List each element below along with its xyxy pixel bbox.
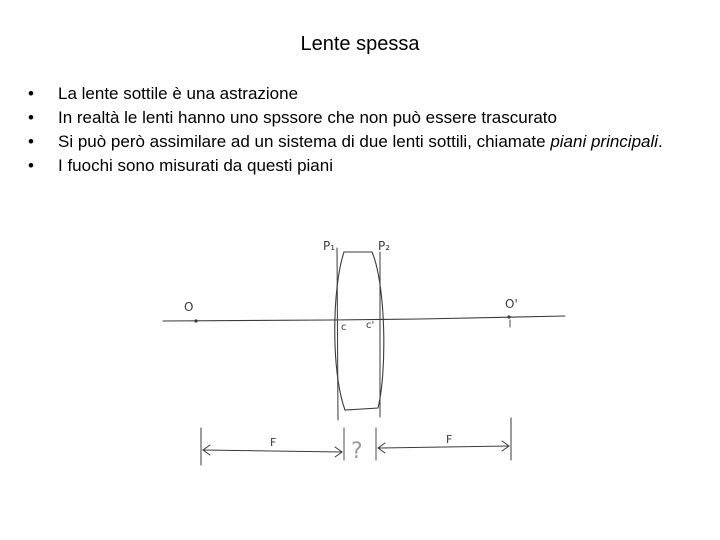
bullet-mark: •: [28, 156, 34, 175]
focal-length-arrow-right: [378, 446, 509, 448]
object-point: [194, 319, 197, 322]
bullet-mark: •: [28, 132, 34, 151]
label-focal-right: F: [446, 433, 453, 446]
bullet-text: In realtà le lenti hanno uno spssore che non può essere trascurato: [58, 108, 557, 127]
bullet-text: I fuochi sono misurati da questi piani: [58, 156, 333, 175]
label-p1: P₁: [323, 239, 336, 253]
focal-length-arrow-left: [203, 450, 342, 452]
bullet-text-end: .: [658, 132, 663, 151]
bullet-mark: •: [28, 84, 34, 103]
bullet-text: La lente sottile è una astrazione: [58, 84, 299, 103]
bullet-text: Si può però assimilare ad un sistema di due lenti sottili, chiamate: [58, 132, 551, 151]
bullet-mark: •: [28, 108, 34, 127]
label-c: c: [341, 322, 347, 333]
image-point: [507, 315, 510, 318]
optical-axis: [163, 316, 565, 321]
label-image: O': [505, 297, 518, 311]
label-c-prime: c': [366, 320, 375, 331]
principal-plane-1: [337, 248, 338, 420]
label-focal-left: F: [270, 436, 277, 449]
label-question: ?: [351, 439, 363, 464]
slide-title: Lente spessa: [300, 33, 420, 55]
label-object: O: [184, 300, 194, 314]
bullet-text-italic: piani principali: [550, 132, 659, 151]
label-p2: P₂: [378, 239, 391, 253]
